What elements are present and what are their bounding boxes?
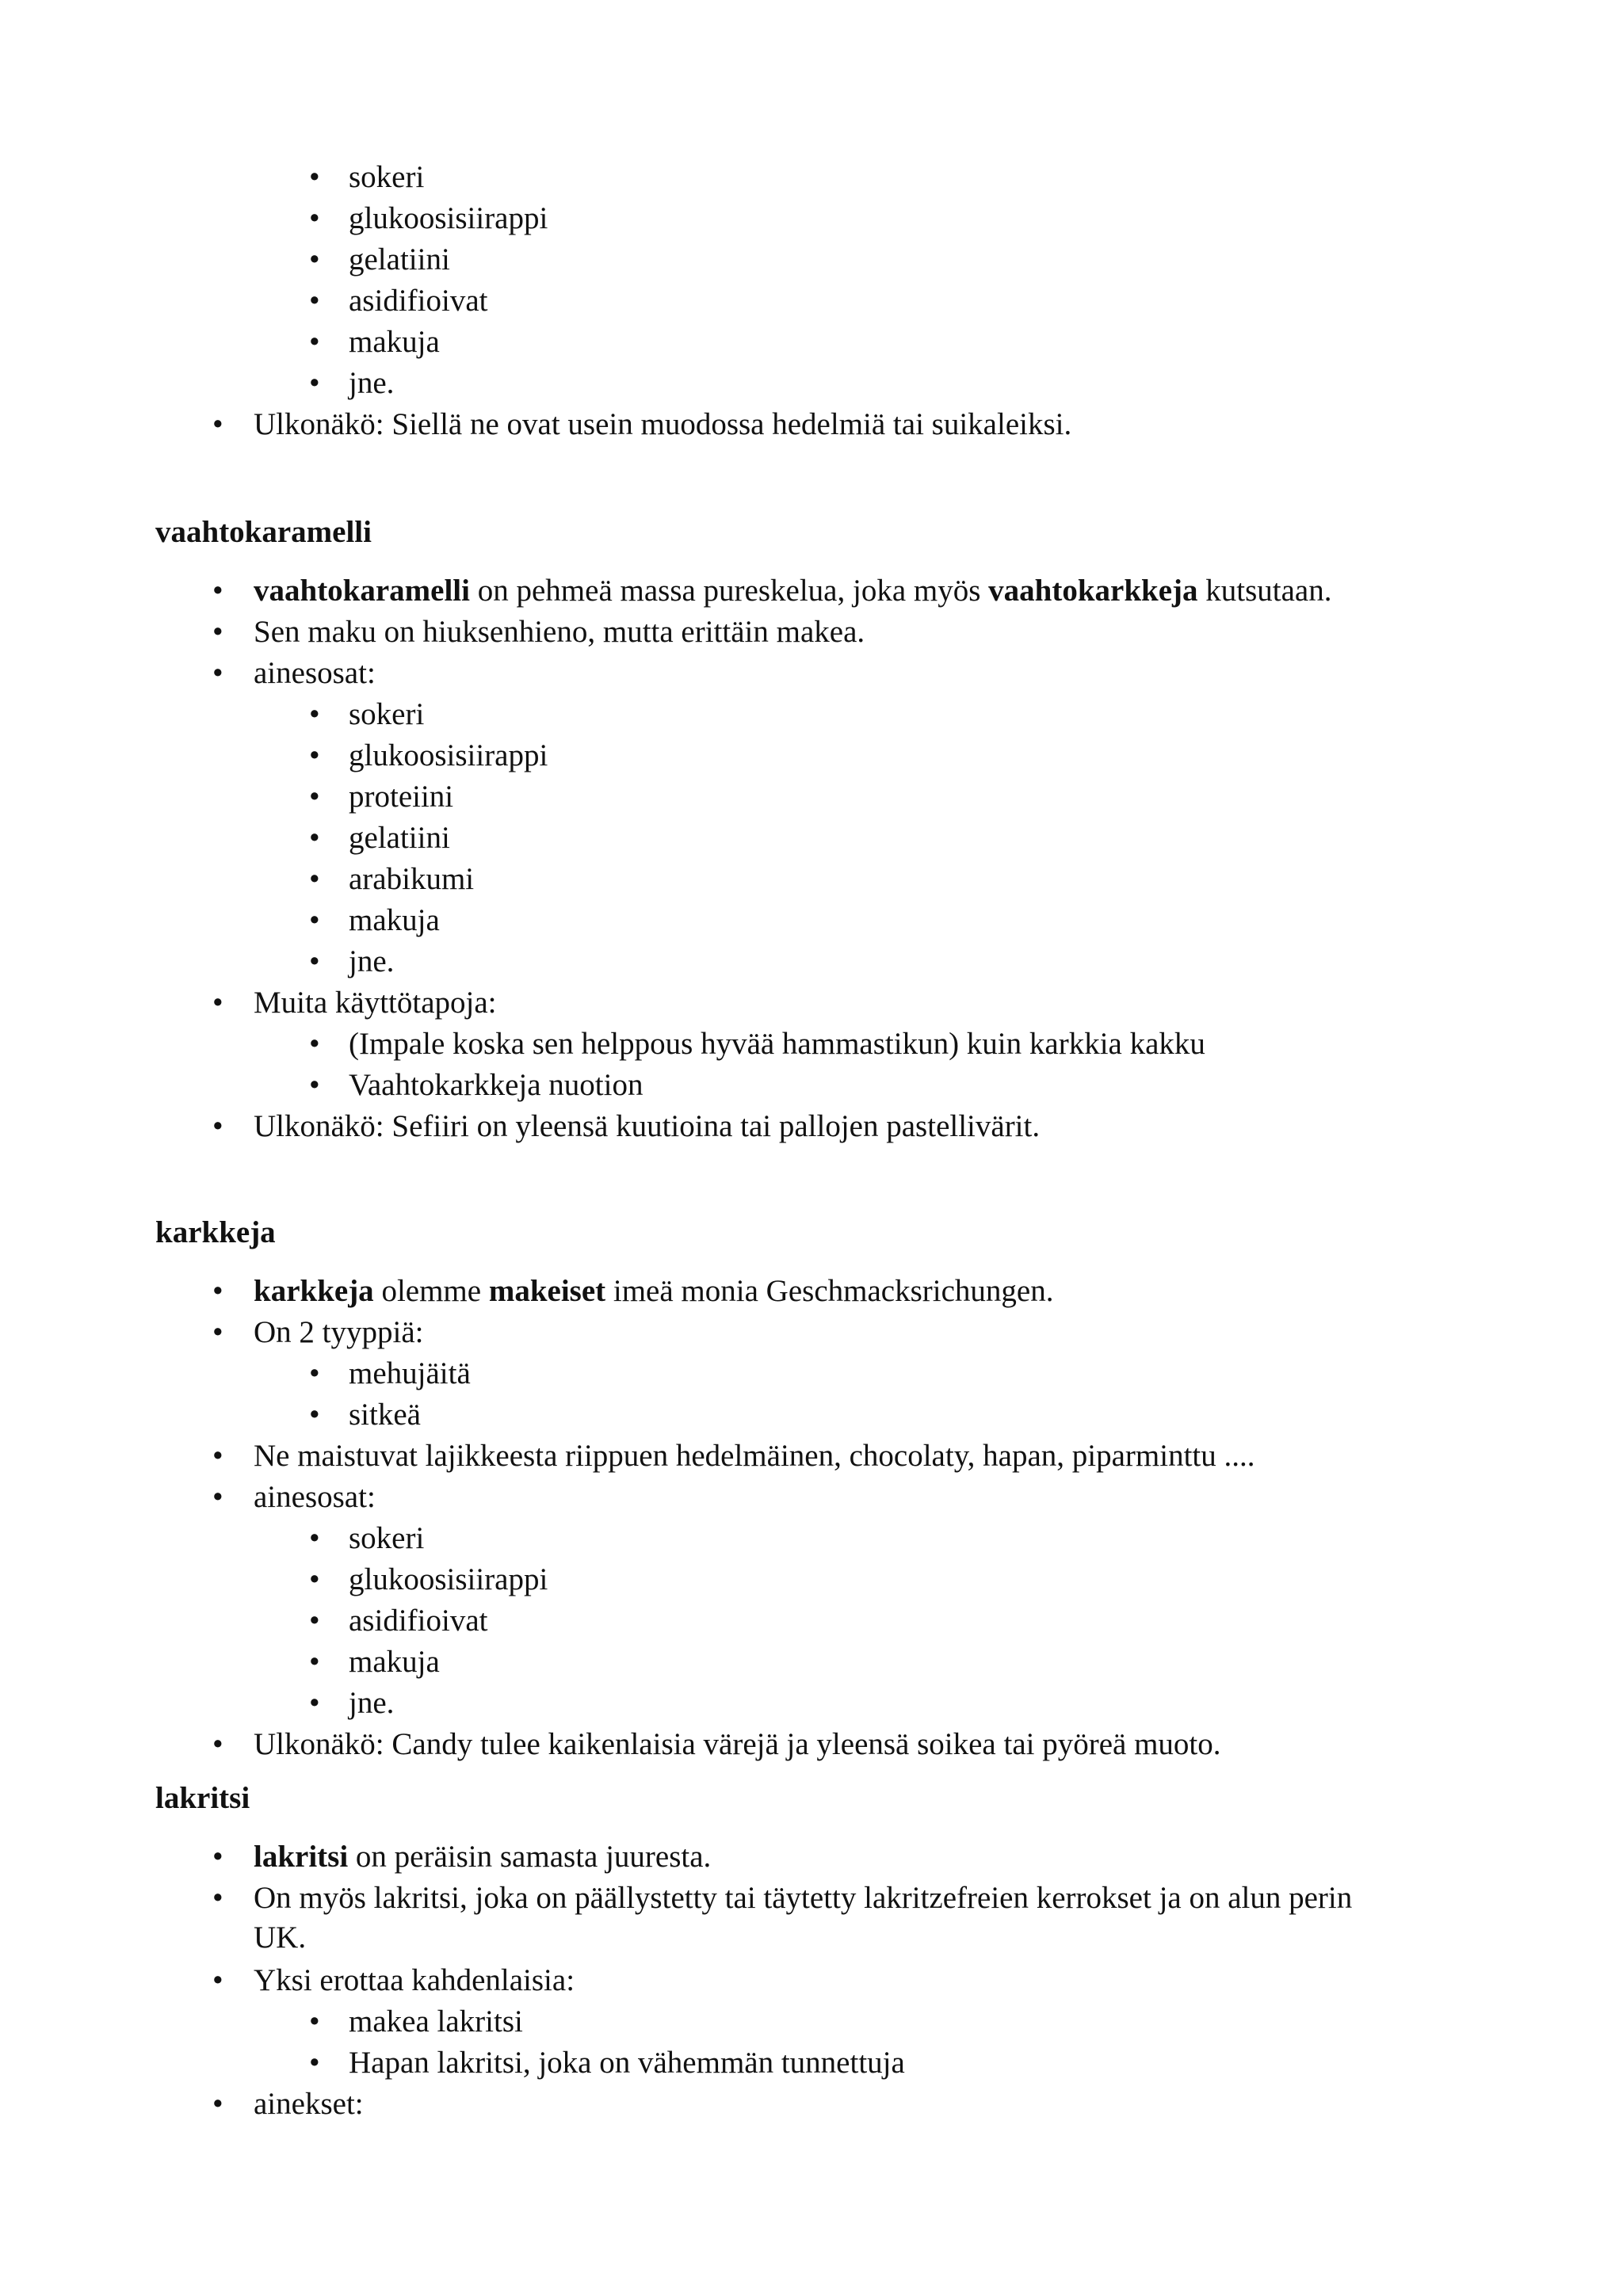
bullet: • — [212, 1109, 223, 1143]
list-item: Yksi erottaa kahdenlaisia: — [254, 1963, 575, 1997]
bullet: • — [309, 1562, 320, 1596]
section-heading-lakritsi: lakritsi — [155, 1781, 250, 1815]
bullet: • — [212, 1840, 223, 1874]
list-item: Ulkonäkö: Siellä ne ovat usein muodossa hedelmiä tai suikaleiksi. — [254, 407, 1072, 441]
list-item: Ne maistuvat lajikkeesta riippuen hedelmäinen, chocolaty, hapan, piparminttu .... — [254, 1439, 1255, 1473]
bullet: • — [309, 201, 320, 235]
bullet: • — [309, 160, 320, 194]
bullet: • — [309, 1356, 320, 1390]
list-item: asidifioivat — [349, 1604, 488, 1638]
bold-term: makeiset — [488, 1274, 606, 1308]
text-run: olemme — [373, 1274, 489, 1308]
list-item: gelatiini — [349, 242, 450, 277]
bold-term: karkkeja — [254, 1274, 374, 1308]
list-item: ainekset: — [254, 2087, 364, 2121]
bullet: • — [212, 574, 223, 608]
bullet: • — [309, 944, 320, 978]
bullet: • — [309, 1398, 320, 1432]
list-item: glukoosisiirappi — [349, 201, 548, 235]
list-item: proteiini — [349, 780, 454, 814]
list-item: Hapan lakritsi, joka on vähemmän tunnettuja — [349, 2046, 905, 2080]
list-item: arabikumi — [349, 862, 475, 896]
bullet: • — [309, 1068, 320, 1102]
list-item: sitkeä — [349, 1398, 421, 1432]
list-item: Ulkonäkö: Sefiiri on yleensä kuutioina tai pallojen pastellivärit. — [254, 1109, 1041, 1143]
bullet: • — [212, 2087, 223, 2121]
text-run: on peräisin samasta juuresta. — [348, 1840, 712, 1874]
bullet: • — [309, 325, 320, 359]
list-item: On 2 tyyppiä: — [254, 1315, 424, 1349]
list-item: Vaahtokarkkeja nuotion — [349, 1068, 643, 1102]
text-run: on pehmeä massa pureskelua, joka myös — [469, 574, 989, 608]
list-item — [254, 570, 1331, 612]
bold-term: lakritsi — [254, 1840, 349, 1874]
bullet: • — [309, 1027, 320, 1061]
text-run: imeä monia Geschmacksrichungen. — [605, 1274, 1054, 1308]
bullet: • — [212, 1439, 223, 1473]
list-item: gelatiini — [349, 821, 450, 855]
bullet: • — [309, 1645, 320, 1679]
bullet: • — [309, 903, 320, 937]
bold-term: vaahtokarkkeja — [988, 574, 1198, 608]
bullet: • — [212, 1727, 223, 1761]
list-item — [254, 1271, 1053, 1312]
list-item: makea lakritsi — [349, 2004, 523, 2039]
bullet: • — [309, 862, 320, 896]
list-item: (Impale koska sen helppous hyvää hammastikun) kuin karkkia kakku — [349, 1027, 1205, 1061]
list-item: jne. — [349, 366, 395, 400]
bullet: • — [309, 242, 320, 277]
bullet: • — [212, 1315, 223, 1349]
list-item: glukoosisiirappi — [349, 738, 548, 772]
list-item: jne. — [349, 944, 395, 978]
list-item: jne. — [349, 1686, 395, 1720]
bold-term: vaahtokaramelli — [254, 574, 470, 608]
bullet: • — [309, 1686, 320, 1720]
list-item: asidifioivat — [349, 284, 488, 318]
bullet: • — [309, 1604, 320, 1638]
list-item: makuja — [349, 903, 440, 937]
bullet: • — [212, 1480, 223, 1514]
list-item-continuation: UK. — [254, 1920, 307, 1955]
bullet: • — [212, 1274, 223, 1308]
bullet: • — [212, 1881, 223, 1915]
list-item: sokeri — [349, 697, 425, 731]
list-item: makuja — [349, 325, 440, 359]
bullet: • — [212, 615, 223, 649]
bullet: • — [212, 1963, 223, 1997]
section-heading-karkkeja: karkkeja — [155, 1215, 276, 1249]
bullet: • — [309, 738, 320, 772]
list-item: Ulkonäkö: Candy tulee kaikenlaisia värejä ja yleensä soikea tai pyöreä muoto. — [254, 1727, 1221, 1761]
bullet: • — [309, 780, 320, 814]
list-item: mehujäitä — [349, 1356, 471, 1390]
text-run: kutsutaan. — [1197, 574, 1332, 608]
bullet: • — [309, 366, 320, 400]
bullet: • — [212, 656, 223, 690]
bullet: • — [212, 407, 223, 441]
section-heading-vaahtokaramelli: vaahtokaramelli — [155, 515, 372, 549]
list-item: Sen maku on hiuksenhieno, mutta erittäin makea. — [254, 615, 865, 649]
list-item: ainesosat: — [254, 1480, 376, 1514]
bullet: • — [309, 697, 320, 731]
bullet: • — [309, 821, 320, 855]
list-item — [254, 1836, 711, 1878]
list-item: Muita käyttötapoja: — [254, 986, 497, 1020]
bullet: • — [212, 986, 223, 1020]
bullet: • — [309, 284, 320, 318]
bullet: • — [309, 2046, 320, 2080]
bullet: • — [309, 2004, 320, 2039]
bullet: • — [309, 1521, 320, 1555]
list-item: On myös lakritsi, joka on päällystetty tai täytetty lakritzefreien kerrokset ja on alun perin — [254, 1881, 1353, 1915]
list-item: glukoosisiirappi — [349, 1562, 548, 1596]
list-item: sokeri — [349, 160, 425, 194]
list-item: makuja — [349, 1645, 440, 1679]
list-item: ainesosat: — [254, 656, 376, 690]
list-item: sokeri — [349, 1521, 425, 1555]
